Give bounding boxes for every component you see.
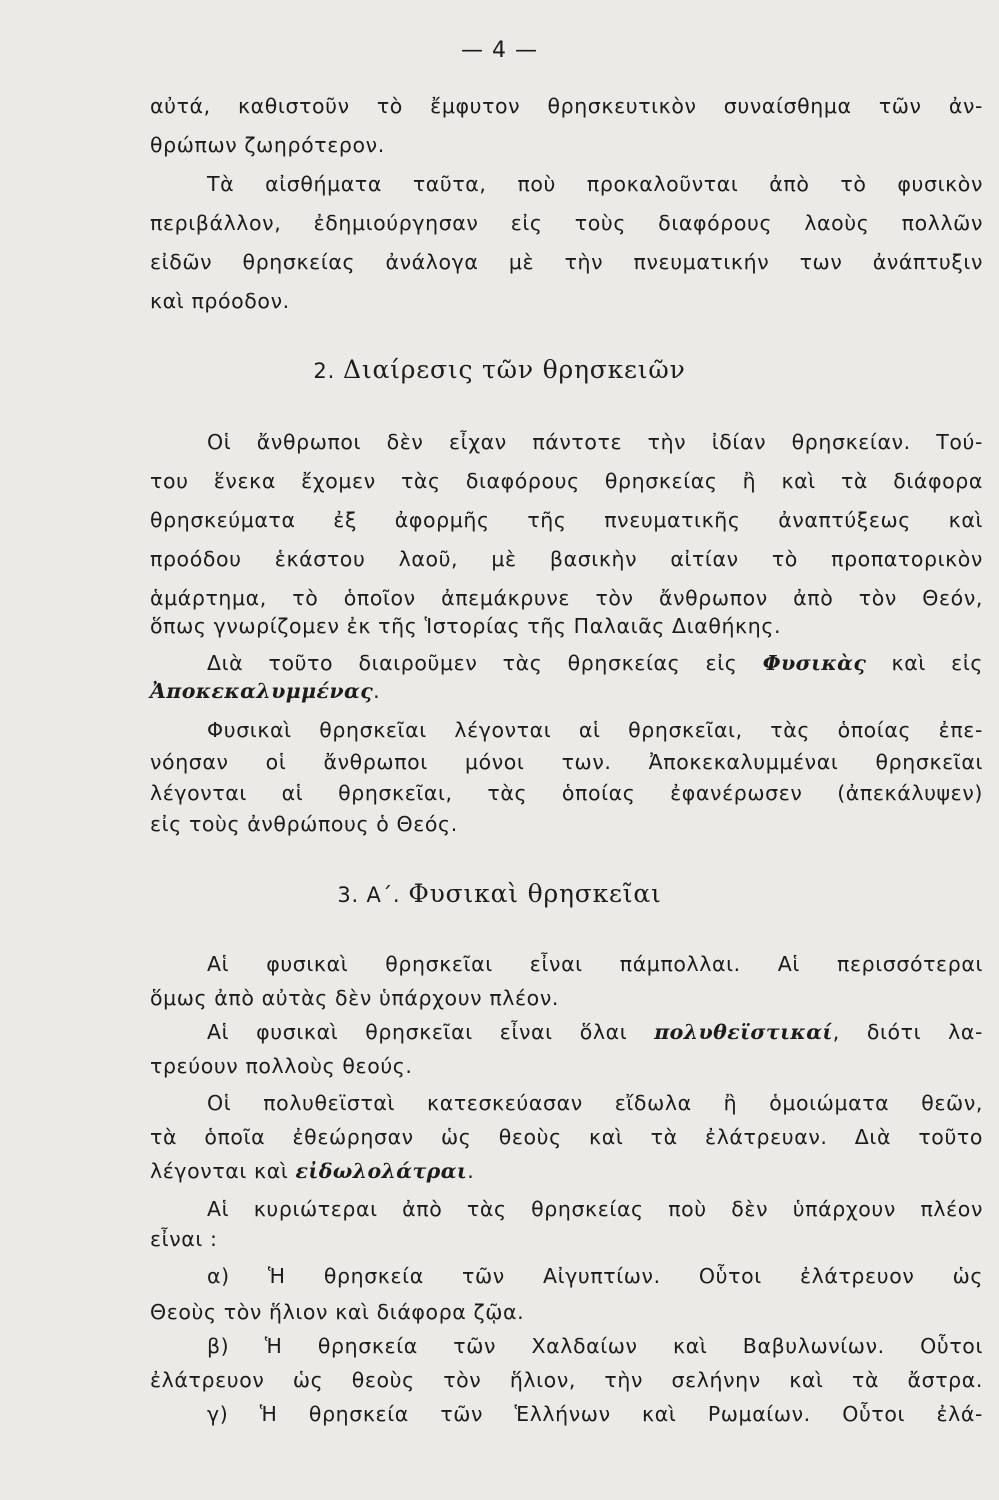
text-line: ἐλάτρευον ὡς θεοὺς τὸν ἥλιον, τὴν σελήνην καὶ τὰ ἄστρα. [150,1368,983,1392]
text-line: περιβάλλον, ἐδημιούργησαν εἰς τοὺς διαφόρους λαοὺς πολλῶν [150,211,983,235]
text-line: ἁμάρτημα, τὸ ὁποῖον ἀπεμάκρυνε τὸν ἄνθρωπον ἀπὸ τὸν Θεόν, [150,586,983,610]
text-line: Αἱ κυριώτεραι ἀπὸ τὰς θρησκείας ποὺ δὲν ὑπάρχουν πλέον [207,1197,983,1221]
text-line [150,1018,983,1046]
term-natural: Φυσικὰς [762,651,867,675]
text-line: εἰδῶν θρησκείας ἀνάλογα μὲ τὴν πνευματικήν των ἀνάπτυξιν [150,250,983,274]
text-line: προόδου ἑκάστου λαοῦ, μὲ βασικὴν αἰτίαν τὸ προπατορικὸν [150,547,983,571]
text-fragment: λέγονται καὶ [150,1159,289,1183]
text-line: Οἱ ἄνθρωποι δὲν εἶχαν πάντοτε τὴν ἰδίαν θρησκείαν. Τού- [207,430,983,454]
text-line: θρησκεύματα ἐξ ἀφορμῆς τῆς πνευματικῆς ἀναπτύξεως καὶ [150,508,983,532]
section-title: Φυσικαὶ θρησκεῖαι [408,879,662,908]
text-fragment: καὶ εἰς [891,651,983,675]
text-line: Τὰ αἰσθήματα ταῦτα, ποὺ προκαλοῦνται ἀπὸ τὸ φυσικὸν [207,172,983,196]
text-fragment: , διότι λα- [832,1020,983,1044]
text-line: θρώπων ζωηρότερον. [150,133,385,157]
text-line [150,649,983,677]
text-line: Οἱ πολυθεϊσταὶ κατεσκεύασαν εἴδωλα ἢ ὁμοιώματα θεῶν, [207,1091,983,1115]
term-polytheistic: πολυθεϊστικαί [654,1020,833,1044]
section-number: 2. [313,359,336,383]
text-line: αὐτά, καθιστοῦν τὸ ἔμφυτον θρησκευτικὸν συναίσθημα τῶν ἀν- [150,94,983,118]
text-line: Φυσικαὶ θρησκεῖαι λέγονται αἱ θρησκεῖαι, τὰς ὁποίας ἐπε- [207,718,983,742]
text-line: λέγονται αἱ θρησκεῖαι, τὰς ὁποίας ἐφανέρωσεν (ἀπεκάλυψεν) [150,781,983,805]
text-line: εἰς τοὺς ἀνθρώπους ὁ Θεός. [150,812,458,836]
term-revealed: Ἀποκεκαλυμμένας [150,679,374,703]
text-fragment: Διὰ τοῦτο διαιροῦμεν τὰς θρησκείας εἰς [207,651,738,675]
text-line: γ) Ἡ θρησκεία τῶν Ἑλλήνων καὶ Ρωμαίων. Οὗτοι ἐλά- [207,1402,983,1426]
text-fragment: Αἱ φυσικαὶ θρησκεῖαι εἶναι ὅλαι [207,1020,628,1044]
text-line: του ἕνεκα ἔχομεν τὰς διαφόρους θρησκείας ἢ καὶ τὰ διάφορα [150,469,983,493]
section-number: 3. Α΄. [337,883,401,907]
text-line: καὶ πρόοδον. [150,289,290,313]
term-idolaters: εἰδωλολάτραι [295,1159,468,1183]
text-line: Αἱ φυσικαὶ θρησκεῖαι εἶναι πάμπολλαι. Αἱ περισσότεραι [207,952,983,976]
text-line [150,1157,990,1185]
text-fragment: . [467,1159,475,1183]
text-line: τὰ ὁποῖα ἐθεώρησαν ὡς θεοὺς καὶ τὰ ἐλάτρευαν. Διὰ τοῦτο [150,1125,983,1149]
text-line: ὅμως ἀπὸ αὐτὰς δὲν ὑπάρχουν πλέον. [150,986,559,1010]
section-title: Διαίρεσις τῶν θρησκειῶν [343,355,686,384]
text-line: α) Ἡ θρησκεία τῶν Αἰγυπτίων. Οὗτοι ἐλάτρευον ὡς [207,1264,983,1288]
text-line: Θεοὺς τὸν ἥλιον καὶ διάφορα ζῷα. [150,1300,525,1324]
text-line: β) Ἡ θρησκεία τῶν Χαλδαίων καὶ Βαβυλωνίων. Οὗτοι [207,1334,983,1358]
text-line [150,677,990,705]
text-line: ὅπως γνωρίζομεν ἐκ τῆς Ἱστορίας τῆς Παλαιᾶς Διαθήκης. [150,614,782,638]
text-line: τρεύουν πολλοὺς θεούς. [150,1054,413,1078]
page-number: — 4 — [461,38,538,63]
section-heading [0,355,999,384]
text-line: νόησαν οἱ ἄνθρωποι μόνοι των. Ἀποκεκαλυμμέναι θρησκεῖαι [150,750,983,774]
text-line: εἶναι : [150,1227,218,1251]
text-fragment: . [373,679,381,703]
section-heading [0,879,999,908]
